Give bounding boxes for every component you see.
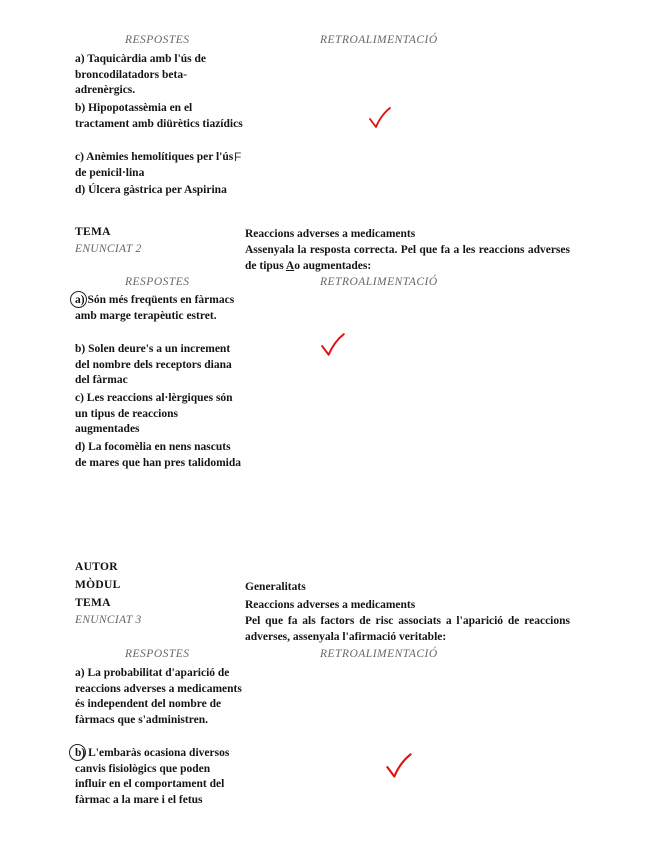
q1-retroalimentacio-header: RETROALIMENTACIÓ bbox=[320, 34, 438, 46]
q2-enunciat-label: ENUNCIAT 2 bbox=[75, 243, 142, 255]
q3-modul-label: MÒDUL bbox=[75, 579, 121, 591]
q2-enunciat-emph: A bbox=[285, 260, 295, 272]
q2-enunciat-part2: o augmentades: bbox=[294, 260, 372, 272]
q3-check-icon bbox=[385, 752, 413, 780]
q3-answer-a: a) La probabilitat d'aparició de reaccions adverses a medicaments és independent del nombre de fàrmacs que s'administren. bbox=[75, 667, 242, 726]
q1-answer-d: d) Úlcera gàstrica per Aspirina bbox=[75, 184, 227, 196]
q3-tema-value: Reaccions adverses a medicaments bbox=[245, 599, 416, 611]
q3-respostes-header: RESPOSTES bbox=[125, 648, 190, 660]
q2-answer-a: a) Són més freqüents en fàrmacs amb marge terapèutic estret. bbox=[75, 294, 235, 322]
q3-autor-label: AUTOR bbox=[75, 561, 118, 573]
q1-false-mark: F bbox=[234, 150, 242, 164]
q1-answer-c: c) Anèmies hemolítiques per l'ús de penicil·lina bbox=[75, 151, 234, 179]
q1-respostes-header: RESPOSTES bbox=[125, 34, 190, 46]
q2-answer-b: b) Solen deure's a un increment del nombre dels receptors diana del fàrmac bbox=[75, 343, 232, 386]
q2-retroalimentacio-header: RETROALIMENTACIÓ bbox=[320, 276, 438, 288]
q2-check-icon bbox=[320, 332, 346, 358]
q1-answer-b: b) Hipopotassèmia en el tractament amb diürètics tiazídics bbox=[75, 102, 243, 130]
q2-enunciat-part1: Assenyala la resposta correcta. Pel que fa a les reaccions adverses de tipus bbox=[245, 244, 570, 272]
q2-tema-label: TEMA bbox=[75, 226, 111, 238]
q2-tema-value: Reaccions adverses a medicaments bbox=[245, 228, 416, 240]
q2-enunciat-text bbox=[245, 242, 570, 274]
q1-check-icon bbox=[368, 106, 392, 130]
q2-answer-c: c) Les reaccions al·lèrgiques són un tipus de reaccions augmentades bbox=[75, 392, 233, 435]
q1-answer-a: a) Taquicàrdia amb l'ús de broncodilatadors beta-adrenèrgics. bbox=[75, 53, 207, 96]
q3-answer-b: b) L'embaràs ocasiona diversos canvis fisiològics que poden influir en el comportament del fàrmac a la mare i el fetus bbox=[75, 747, 230, 806]
q3-tema-label: TEMA bbox=[75, 597, 111, 609]
q3-retroalimentacio-header: RETROALIMENTACIÓ bbox=[320, 648, 438, 660]
q3-modul-value: Generalitats bbox=[245, 581, 306, 593]
q3-enunciat-text: Pel que fa als factors de risc associats a l'aparició de reaccions adverses, assenyala l'afirmació veritable: bbox=[245, 615, 570, 643]
q3-enunciat-label: ENUNCIAT 3 bbox=[75, 614, 142, 626]
q2-answer-d: d) La focomèlia en nens nascuts de mares que han pres talidomida bbox=[75, 441, 242, 469]
q2-respostes-header: RESPOSTES bbox=[125, 276, 190, 288]
